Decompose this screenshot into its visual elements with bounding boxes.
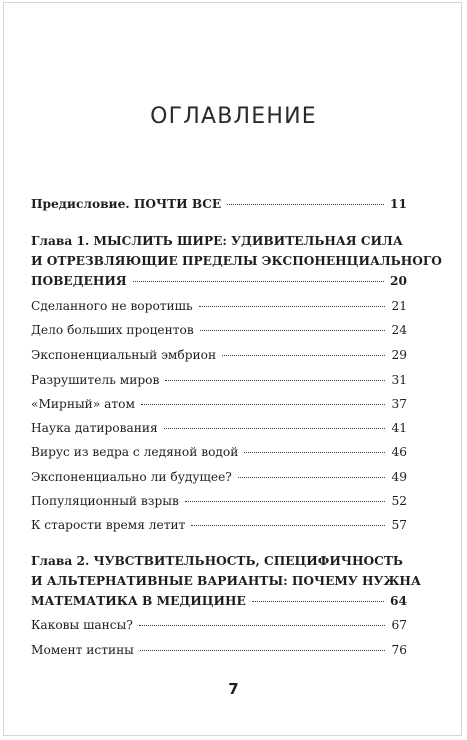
toc-entry[interactable] <box>31 372 407 388</box>
toc-entry[interactable] <box>31 444 407 460</box>
entry-label: ПОВЕДЕНИЯ <box>31 274 127 288</box>
toc-entry[interactable] <box>31 420 407 436</box>
entry-page: 57 <box>391 518 407 532</box>
entry-label: «Мирный» атом <box>31 397 135 411</box>
dot-leader <box>185 501 386 502</box>
chapter1-title-line1: Глава 1. МЫСЛИТЬ ШИРЕ: УДИВИТЕЛЬНАЯ СИЛА <box>31 234 403 248</box>
dot-leader <box>252 601 384 602</box>
dot-leader <box>165 380 385 381</box>
entry-label: Предисловие. ПОЧТИ ВСЕ <box>31 197 222 211</box>
page-number: 7 <box>228 680 239 698</box>
dot-leader <box>200 330 386 331</box>
dot-leader <box>141 404 386 405</box>
entry-label: Наука датирования <box>31 421 158 435</box>
toc-entry-chapter2[interactable] <box>31 593 407 609</box>
entry-page: 49 <box>391 470 407 484</box>
dot-leader <box>238 477 386 478</box>
dot-leader <box>244 452 385 453</box>
toc-entry-chapter1[interactable] <box>31 273 407 289</box>
entry-page: 41 <box>391 421 407 435</box>
entry-page: 31 <box>391 373 407 387</box>
entry-page: 52 <box>391 494 407 508</box>
entry-label: Сделанного не воротишь <box>31 299 193 313</box>
entry-page: 46 <box>391 445 407 459</box>
toc-entry[interactable] <box>31 298 407 314</box>
toc-entry[interactable] <box>31 469 407 485</box>
entry-label: Момент истины <box>31 643 134 657</box>
entry-page: 29 <box>391 348 407 362</box>
dot-leader <box>140 650 386 651</box>
entry-label: Каковы шансы? <box>31 618 133 632</box>
dot-leader <box>199 306 386 307</box>
entry-label: Экспоненциально ли будущее? <box>31 470 232 484</box>
entry-page: 64 <box>390 594 407 608</box>
dot-leader <box>133 281 384 282</box>
dot-leader <box>222 355 385 356</box>
entry-page: 76 <box>391 643 407 657</box>
entry-page: 11 <box>390 197 407 211</box>
chapter2-title-line2: И АЛЬТЕРНАТИВНЫЕ ВАРИАНТЫ: ПОЧЕМУ НУЖНА <box>31 574 421 588</box>
entry-label: Дело больших процентов <box>31 323 194 337</box>
toc-entry[interactable] <box>31 617 407 633</box>
entry-label: Вирус из ведра с ледяной водой <box>31 445 239 459</box>
entry-page: 67 <box>391 618 407 632</box>
entry-label: Экспоненциальный эмбрион <box>31 348 217 362</box>
entry-page: 20 <box>390 274 407 288</box>
toc-entry[interactable] <box>31 396 407 412</box>
dot-leader <box>227 204 384 205</box>
entry-label: Популяционный взрыв <box>31 494 179 508</box>
toc-entry[interactable] <box>31 642 407 658</box>
toc-entry[interactable] <box>31 517 407 533</box>
toc-entry[interactable] <box>31 493 407 509</box>
toc-entry[interactable] <box>31 347 407 363</box>
entry-label: МАТЕМАТИКА В МЕДИЦИНЕ <box>31 594 246 608</box>
chapter1-title-line2: И ОТРЕЗВЛЯЮЩИЕ ПРЕДЕЛЫ ЭКСПОНЕНЦИАЛЬНОГО <box>31 254 442 268</box>
entry-page: 21 <box>391 299 407 313</box>
entry-label: К старости время летит <box>31 518 186 532</box>
toc-entry[interactable] <box>31 322 407 338</box>
toc-title: ОГЛАВЛЕНИЕ <box>150 104 317 129</box>
entry-page: 37 <box>391 397 407 411</box>
dot-leader <box>164 428 386 429</box>
entry-page: 24 <box>391 323 407 337</box>
dot-leader <box>191 525 385 526</box>
dot-leader <box>139 625 386 626</box>
chapter2-title-line1: Глава 2. ЧУВСТВИТЕЛЬНОСТЬ, СПЕЦИФИЧНОСТЬ <box>31 554 403 568</box>
entry-label: Разрушитель миров <box>31 373 160 387</box>
toc-entry-preface[interactable] <box>31 196 407 212</box>
